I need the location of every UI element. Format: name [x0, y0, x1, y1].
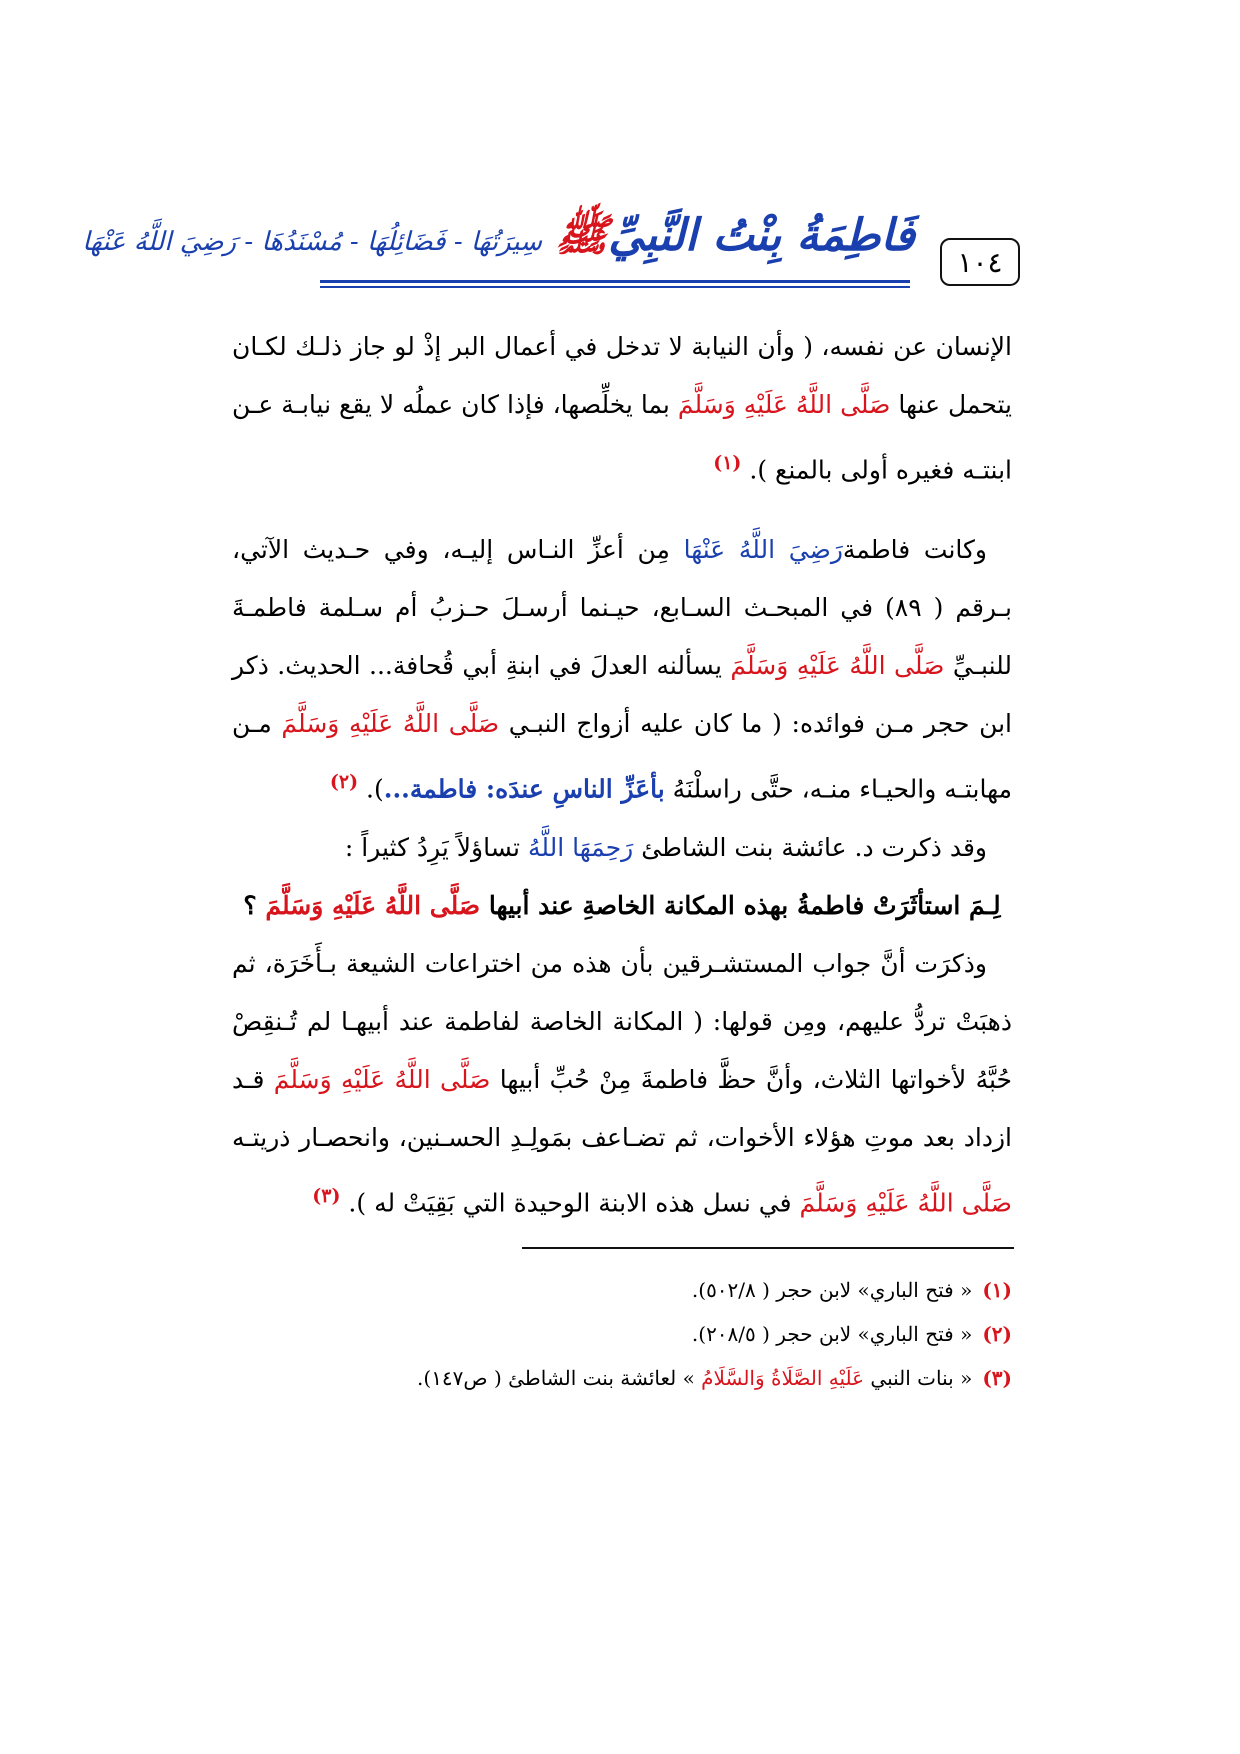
paragraph: وقد ذكرت د. عائشة بنت الشاطئ رَحِمَهَا اللَّهُ تساؤلاً يَرِدُ كثيراً :	[344, 832, 987, 862]
footnotes	[300, 1268, 1012, 1400]
honorific-text: رَحِمَهَا اللَّهُ	[527, 832, 634, 862]
paragraph: وذكرَت أنَّ جواب المستشـرقين بأن هذه من اختراعات الشيعة بـأَخَرَة، ثم ذهبَتْ تردُّ عليهم، ومِن قولها: ( المكانة الخاصة لفاطمة عند أبيهـا لم تُـنقِصْ حُبَّهُ لأخواتها الثلاث، وأنَّ حظَّ فاطمةَ مِنْ حُبِّ أبيها صَلَّى اللَّهُ عَلَيْهِ وَسَلَّمَ قـد ازداد بعد موتِ هؤلاء الأخوات، ثم تضـاعف بمَولِـدِ الحسـنين، وانحصـار ذريتـه صَلَّى اللَّهُ عَلَيْهِ وَسَلَّمَ في نسل هذه الابنة الوحيدة التي بَقِيَتْ له ). $^{(٣)}$	[232, 948, 1012, 1217]
honorific-text: صَلَّى اللَّهُ عَلَيْهِ وَسَلَّمَ	[281, 709, 500, 739]
page-body	[232, 318, 1012, 1232]
header-rule	[320, 286, 910, 288]
honorific-text: صَلَّى اللَّهُ عَلَيْهِ وَسَلَّمَ	[273, 1064, 491, 1094]
footnote: (٣)« بنات النبي عَلَيْهِ الصَّلَاةُ وَالسَّلَامُ » لعائشة بنت الشاطئ ( ص١٤٧).	[417, 1366, 1012, 1390]
honorific-text: صَلَّى اللَّهُ عَلَيْهِ وَسَلَّمَ	[265, 890, 481, 920]
book-title-main: فَاطِمَةُ بِنْتُ النَّبِيِّﷺ	[555, 210, 915, 261]
page-number: ١٠٤	[940, 238, 1020, 286]
header-rule	[320, 280, 910, 283]
emphasized-quote: بأعَزِّ الناسِ عندَه: فاطمة...	[383, 774, 665, 804]
footnote: (٢)« فتح الباري» لابن حجر ( ٢٠٨/٥).	[691, 1322, 1012, 1346]
page-header	[82, 178, 1020, 286]
honorific-text: صَلَّى اللَّهُ عَلَيْهِ وَسَلَّمَ	[730, 651, 945, 681]
footnote: (١)« فتح الباري» لابن حجر ( ٥٠٢/٨).	[691, 1278, 1012, 1302]
honorific-text: صَلَّى اللَّهُ عَلَيْهِ وَسَلَّمَ	[677, 390, 891, 419]
book-title	[82, 208, 915, 278]
honorific-text: صَلَّى اللَّهُ عَلَيْهِ وَسَلَّمَ	[799, 1187, 1012, 1217]
footnote-divider	[522, 1247, 1014, 1249]
footnote-reference: (١)	[713, 452, 742, 474]
paragraph: وكانت فاطمةرَضِيَ اللَّهُ عَنْهَا مِن أعزِّ النـاس إليـه، وفي حـديث الآتي، بـرقم ( ٨٩) في المبحـث السـابع، حيـنما أرسـلَ حـزبُ أم سـلمة فاطمـةَ للنبـيِّ صَلَّى اللَّهُ عَلَيْهِ وَسَلَّمَ يسألنه العدلَ في ابنةِ أبي قُحافة... الحديث. ذكر ابن حجر مـن فوائده: ( ما كان عليه أزواج النبـي صَلَّى اللَّهُ عَلَيْهِ وَسَلَّمَ مـن مهابتـه والحيـاء منـه، حتَّى راسلْنَهُ بأعَزِّ الناسِ عندَه: فاطمة...). $^{(٢)}$	[232, 535, 1013, 804]
paragraph: الإنسان عن نفسه، ( وأن النيابة لا تدخل في أعمال البر إذْ لو جاز ذلـك لكـان يتحمل عنها صَلَّى اللَّهُ عَلَيْهِ وَسَلَّمَ بما يخلِّصها، فإذا كان عملُه لا يقع نيابـة عـن ابنتـه فغيره أولى بالمنع ). $^{(١)}$	[232, 332, 1012, 485]
footnote-reference: (٣)	[312, 1184, 341, 1207]
honorific-text: عَلَيْهِ الصَّلَاةُ وَالسَّلَامُ	[701, 1366, 865, 1390]
honorific-text: رَضِيَ اللَّهُ عَنْهَا	[683, 535, 843, 565]
book-subtitle: سِيرَتُهَا - فَضَائِلُهَا - مُسْنَدُهَا - رَضِيَ اللَّهُ عَنْهَا	[82, 227, 543, 257]
question-heading: لِـمَ استأثَرَتْ فاطمةُ بهذه المكانة الخاصةِ عند أبيها صَلَّى اللَّهُ عَلَيْهِ وَسَلَّمَ ؟	[243, 890, 1001, 920]
footnote-reference: (٢)	[329, 771, 359, 794]
